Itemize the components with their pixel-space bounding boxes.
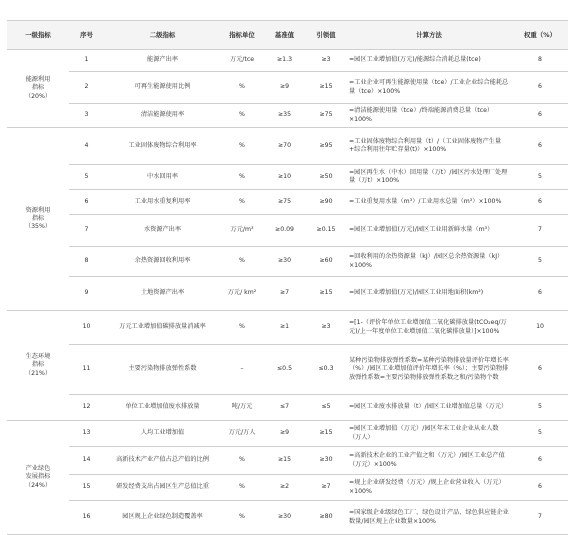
weight-cell: 6 — [512, 104, 568, 128]
base-cell: ≥7 — [263, 277, 306, 311]
seq-cell: 1 — [69, 50, 104, 72]
level1-cell: 产业绿色 发展指标 （24%） — [7, 421, 69, 535]
seq-cell: 2 — [69, 72, 104, 104]
level2-cell: 研发经费支出占园区生产总值比重 — [104, 475, 221, 501]
method-cell: =工业企业可再生能源使用量（tce）/工业企业综合能耗总量（tce）×100% — [346, 72, 512, 104]
weight-cell: 6 — [512, 128, 568, 165]
level2-cell: 园区规上企业绿色制造覆盖率 — [104, 501, 221, 535]
seq-cell: 5 — [69, 165, 104, 190]
seq-cell: 14 — [69, 447, 104, 475]
base-cell: ≥35 — [263, 104, 306, 128]
lead-cell: ≥30 — [306, 447, 346, 475]
unit-cell: 万元/万人 — [221, 421, 263, 447]
indicator-table — [7, 20, 568, 535]
lead-cell: ≥80 — [306, 501, 346, 535]
method-cell: =回收利用的余热资源量（kJ）/园区总余热资源量（kJ）×100% — [346, 247, 512, 277]
table-row — [7, 501, 568, 535]
level2-cell: 万元工业增加值碳排放量消减率 — [104, 311, 221, 345]
header-lead: 引领值 — [306, 21, 346, 50]
table-row — [7, 277, 568, 311]
base-cell: ≥9 — [263, 72, 306, 104]
level2-cell: 土地资源产出率 — [104, 277, 221, 311]
level2-cell: 高新技术产业产值占总产值的比例 — [104, 447, 221, 475]
base-cell: ≥10 — [263, 165, 306, 190]
header-base: 基准值 — [263, 21, 306, 50]
weight-cell: 6 — [512, 475, 568, 501]
weight-cell: 6 — [512, 72, 568, 104]
header-method: 计算方法 — [346, 21, 512, 50]
base-cell: ≥70 — [263, 128, 306, 165]
method-cell: =园区工业增加值(万元)/园区工业用新鲜水量（m³） — [346, 215, 512, 247]
weight-cell: 5 — [512, 421, 568, 447]
lead-cell: ≥75 — [306, 104, 346, 128]
table-row — [7, 421, 568, 447]
unit-cell: % — [221, 165, 263, 190]
method-cell: =园区再生水（中水）回用量（万t）/园区污水处理厂处理量（万t）×100% — [346, 165, 512, 190]
seq-cell: 8 — [69, 247, 104, 277]
base-cell: ≥15 — [263, 447, 306, 475]
table-row — [7, 447, 568, 475]
unit-cell: 吨/万元 — [221, 395, 263, 421]
table-row — [7, 128, 568, 165]
lead-cell: ≥95 — [306, 128, 346, 165]
seq-cell: 16 — [69, 501, 104, 535]
seq-cell: 12 — [69, 395, 104, 421]
table-row — [7, 50, 568, 72]
weight-cell: 7 — [512, 501, 568, 535]
weight-cell: 8 — [512, 50, 568, 72]
weight-cell: 6 — [512, 447, 568, 475]
weight-cell: 5 — [512, 165, 568, 190]
base-cell: ≤7 — [263, 395, 306, 421]
seq-cell: 3 — [69, 104, 104, 128]
table-row — [7, 190, 568, 215]
lead-cell: ≥90 — [306, 190, 346, 215]
base-cell: ≥1 — [263, 311, 306, 345]
method-cell: =工业重复用水量（m³）/工业用水总量（m³）×100% — [346, 190, 512, 215]
base-cell: ≤0.5 — [263, 345, 306, 395]
seq-cell: 9 — [69, 277, 104, 311]
base-cell: ≥30 — [263, 501, 306, 535]
method-cell: =[1-（评价年单位工业增加值二氧化碳排放量(tCO₂eq/万元)/上一年度单位工业增加值二氧化碳排放量）]×100% — [346, 311, 512, 345]
level2-cell: 中水回用率 — [104, 165, 221, 190]
level2-cell: 主要污染物排放弹性系数 — [104, 345, 221, 395]
lead-cell: ≥50 — [306, 165, 346, 190]
base-cell: ≥30 — [263, 247, 306, 277]
lead-cell: ≥3 — [306, 311, 346, 345]
level2-cell: 水资源产出率 — [104, 215, 221, 247]
level2-cell: 可再生能源使用比例 — [104, 72, 221, 104]
weight-cell: 6 — [512, 190, 568, 215]
unit-cell: % — [221, 475, 263, 501]
header-unit: 指标单位 — [221, 21, 263, 50]
weight-cell: 5 — [512, 395, 568, 421]
header-weight: 权重（%） — [512, 21, 568, 50]
level2-cell: 人均工业增加值 — [104, 421, 221, 447]
method-cell: =清洁能源使用量（tce）/终端能源消费总量（tce）×100% — [346, 104, 512, 128]
seq-cell: 6 — [69, 190, 104, 215]
method-cell: =国家级企业级绿色工厂、绿色设计产品、绿色供应链企业数量/园区规上企业数量×100% — [346, 501, 512, 535]
table-body — [7, 50, 568, 535]
base-cell: ≥2 — [263, 475, 306, 501]
table-row — [7, 72, 568, 104]
table-row — [7, 247, 568, 277]
lead-cell: ≤0.3 — [306, 345, 346, 395]
seq-cell: 11 — [69, 345, 104, 395]
level2-cell: 能源产出率 — [104, 50, 221, 72]
method-cell: =园区工业增加值(万元)/能源综合消耗总量(tce) — [346, 50, 512, 72]
lead-cell: ≥60 — [306, 247, 346, 277]
level1-cell: 能源利用 指标 （20%） — [7, 50, 69, 128]
seq-cell: 7 — [69, 215, 104, 247]
level2-cell: 余热资源回收利用率 — [104, 247, 221, 277]
table-row — [7, 395, 568, 421]
weight-cell: 6 — [512, 277, 568, 311]
header-level2: 二级指标 — [104, 21, 221, 50]
method-cell: =园区工业增加值(万元)/园区工业用地面积(km²) — [346, 277, 512, 311]
unit-cell: 万元/m³ — [221, 215, 263, 247]
table-row — [7, 215, 568, 247]
table-row — [7, 475, 568, 501]
unit-cell: 万元/ km² — [221, 277, 263, 311]
header-seq: 序号 — [69, 21, 104, 50]
lead-cell: ≤5 — [306, 395, 346, 421]
method-cell: =园区工业增加值（万元）/园区年末工业企业从业人数（万人） — [346, 421, 512, 447]
unit-cell: % — [221, 190, 263, 215]
level2-cell: 清洁能源使用率 — [104, 104, 221, 128]
level2-cell: 工业固体废物综合利用率 — [104, 128, 221, 165]
weight-cell: 10 — [512, 311, 568, 345]
method-cell: =规上企业研发经费（万元）/规上企业营业收入（万元）×100% — [346, 475, 512, 501]
level2-cell: 单位工业增加值废水排放量 — [104, 395, 221, 421]
base-cell: ≥0.09 — [263, 215, 306, 247]
weight-cell: 7 — [512, 215, 568, 247]
header-level1: 一级指标 — [7, 21, 69, 50]
lead-cell: ≥15 — [306, 72, 346, 104]
unit-cell: 万元/tce — [221, 50, 263, 72]
base-cell: ≥1.3 — [263, 50, 306, 72]
seq-cell: 15 — [69, 475, 104, 501]
weight-cell: 5 — [512, 247, 568, 277]
lead-cell: ≥3 — [306, 50, 346, 72]
unit-cell: % — [221, 128, 263, 165]
lead-cell: ≥7 — [306, 475, 346, 501]
lead-cell: ≥15 — [306, 277, 346, 311]
table-row — [7, 104, 568, 128]
unit-cell: % — [221, 447, 263, 475]
level1-cell: 资源利用 指标 （35%） — [7, 128, 69, 311]
unit-cell: % — [221, 311, 263, 345]
weight-cell: 6 — [512, 345, 568, 395]
seq-cell: 13 — [69, 421, 104, 447]
unit-cell: % — [221, 72, 263, 104]
lead-cell: ≥15 — [306, 421, 346, 447]
table-header-row — [7, 21, 568, 50]
table-row — [7, 165, 568, 190]
table-row — [7, 345, 568, 395]
base-cell: ≥75 — [263, 190, 306, 215]
unit-cell: % — [221, 501, 263, 535]
seq-cell: 4 — [69, 128, 104, 165]
method-cell: 某种污染物排放弹性系数=某种污染物排放量评价年增长率（%）/园区工业增加值评价年增长率（%）；主要污染物排放弹性系数=主要污染物排放弹性系数之和/污染物个数 — [346, 345, 512, 395]
base-cell: ≥9 — [263, 421, 306, 447]
method-cell: =工业固体废物综合利用量（t）/（工业固体废物产生量+综合利用往年贮存量(t)）×100% — [346, 128, 512, 165]
level1-cell: 生态环境 指标 （21%） — [7, 311, 69, 421]
level2-cell: 工业用水重复利用率 — [104, 190, 221, 215]
table-row — [7, 311, 568, 345]
unit-cell: – — [221, 345, 263, 395]
unit-cell: % — [221, 247, 263, 277]
lead-cell: ≥0.15 — [306, 215, 346, 247]
method-cell: =园区工业废水排放量（t）/园区工业增加值总量（万元） — [346, 395, 512, 421]
unit-cell: % — [221, 104, 263, 128]
method-cell: =高新技术企业的工业产值之和（万元）/园区工业总产值（万元）×100% — [346, 447, 512, 475]
seq-cell: 10 — [69, 311, 104, 345]
